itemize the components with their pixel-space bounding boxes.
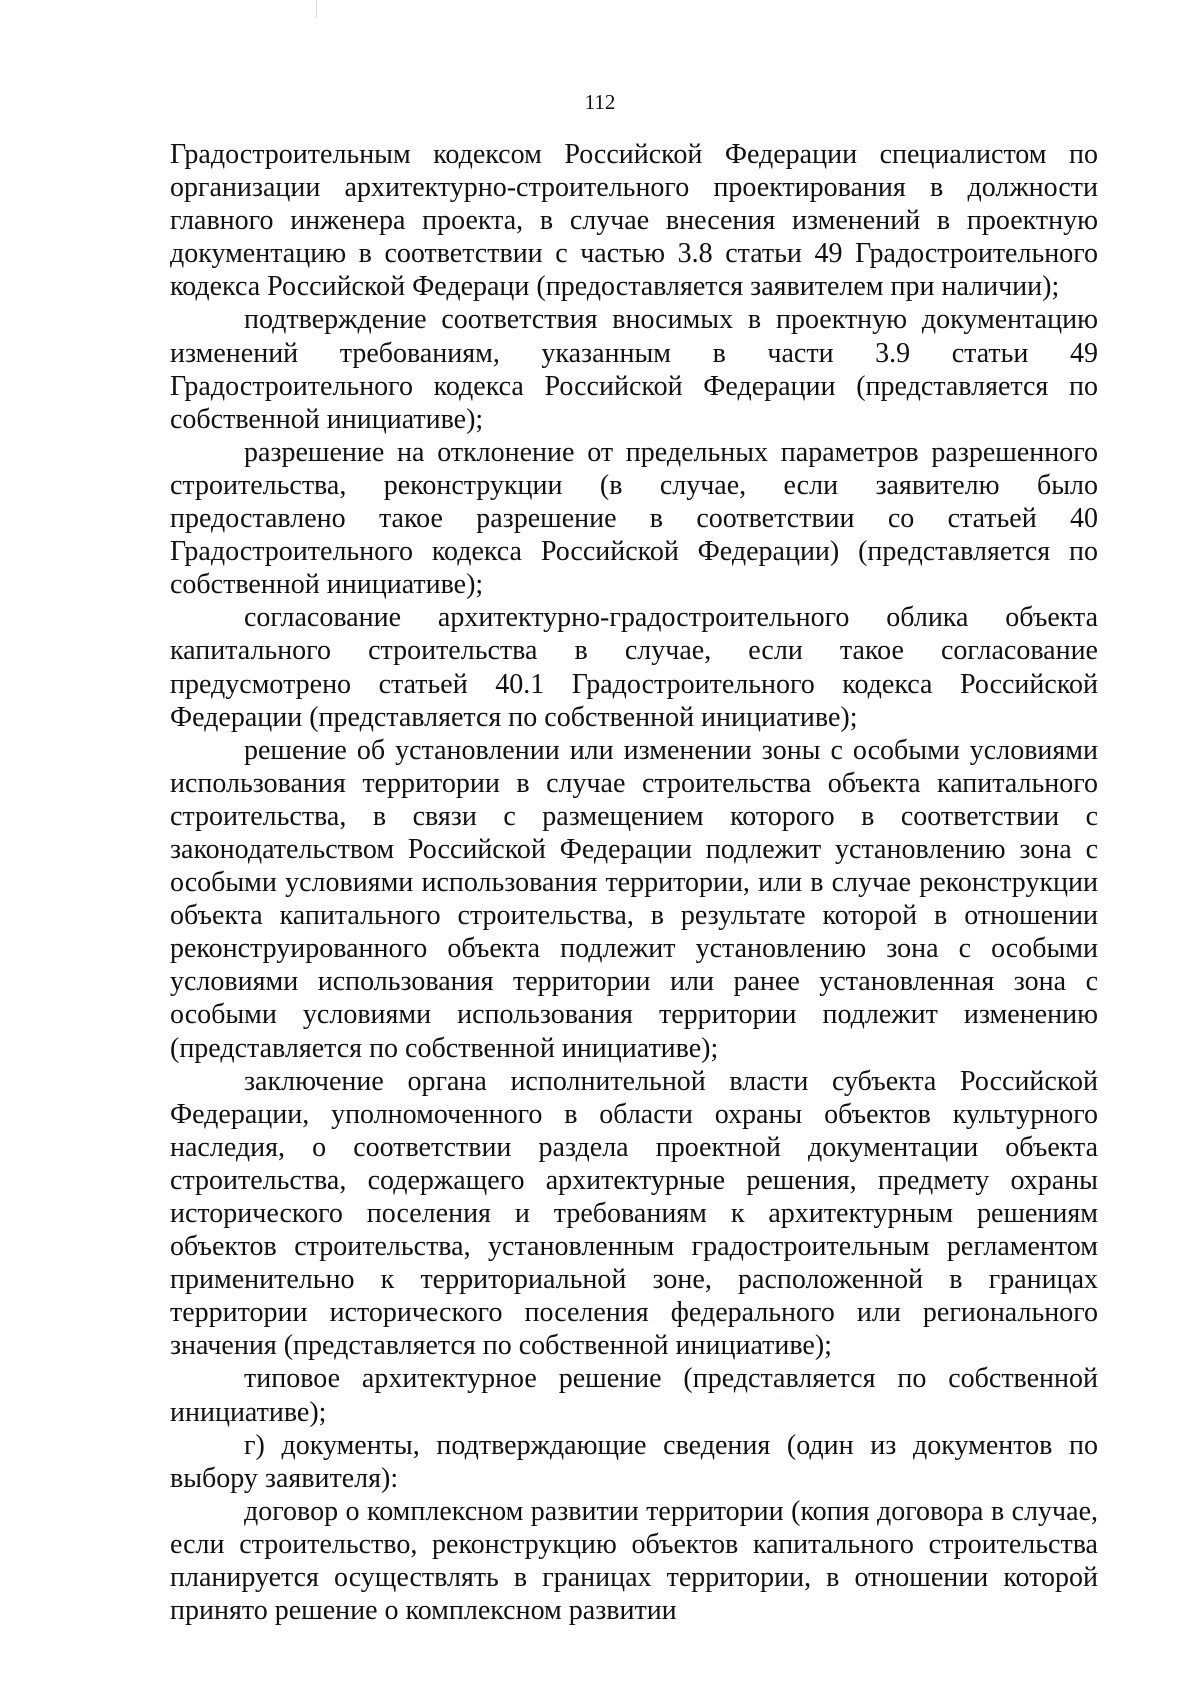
paragraph-7: типовое архитектурное решение (представляется по собственной инициативе); [170, 1363, 1098, 1428]
paragraph-2: подтверждение соответствия вносимых в проектную документацию изменений требованиям, указанным в части 3.9 статьи 49 Градостроительного кодекса Российской Федерации (представляется по собственной инициативе); [170, 304, 1098, 435]
paragraph-6: заключение органа исполнительной власти субъекта Российской Федерации, уполномоченного в области охраны объектов культурного наследия, о соответствии раздела проектной документации объекта строительства, содержащего архитектурные решения, предмету охраны исторического поселения и требованиям к архитектурным решениям объектов строительства, установленным градостроительным регламентом применительно к территориальной зоне, расположенной в границах территории исторического поселения федерального или регионального значения (представляется по собственной инициативе); [170, 1065, 1098, 1362]
paragraph-9: договор о комплексном развитии территории (копия договора в случае, если строительство, реконструкцию объектов капитального строительства планируется осуществлять в границах территории, в отношении которой принято решение о комплексном развитии [170, 1495, 1098, 1627]
page-number: 112 [584, 90, 616, 114]
scan-artifact-line [316, 0, 317, 18]
paragraph-8: г) документы, подтверждающие сведения (один из документов по выбору заявителя): [170, 1429, 1098, 1494]
paragraph-4: согласование архитектурно-градостроительного облика объекта капитального строительства в случае, если такое согласование предусмотрено статьей 40.1 Градостроительного кодекса Российской Федерации (представляется по собственной инициативе); [170, 602, 1098, 733]
paragraph-5: решение об установлении или изменении зоны с особыми условиями использования территории в случае строительства объекта капитального строительства, в связи с размещением которого в соответствии с законодательством Российской Федерации подлежит установлению зона с особыми условиями использования территории, или в случае реконструкции объекта капитального строительства, в результате которой в отношении реконструированного объекта подлежит установлению зона с особыми условиями использования территории или ранее установленная зона с особыми условиями использования территории подлежит изменению (представляется по собственной инициативе); [170, 734, 1098, 1064]
document-body [170, 138, 1098, 1627]
paragraph-3: разрешение на отклонение от предельных параметров разрешенного строительства, реконструкции (в случае, если заявителю было предоставлено такое разрешение в соответствии со статьей 40 Градостроительного кодекса Российской Федерации) (представляется по собственной инициативе); [170, 436, 1098, 601]
paragraph-1: Градостроительным кодексом Российской Федерации специалистом по организации архитектурно-строительного проектирования в должности главного инженера проекта, в случае внесения изменений в проектную документацию в соответствии с частью 3.8 статьи 49 Градостроительного кодекса Российской Федераци (предоставляется заявителем при наличии); [170, 139, 1098, 303]
